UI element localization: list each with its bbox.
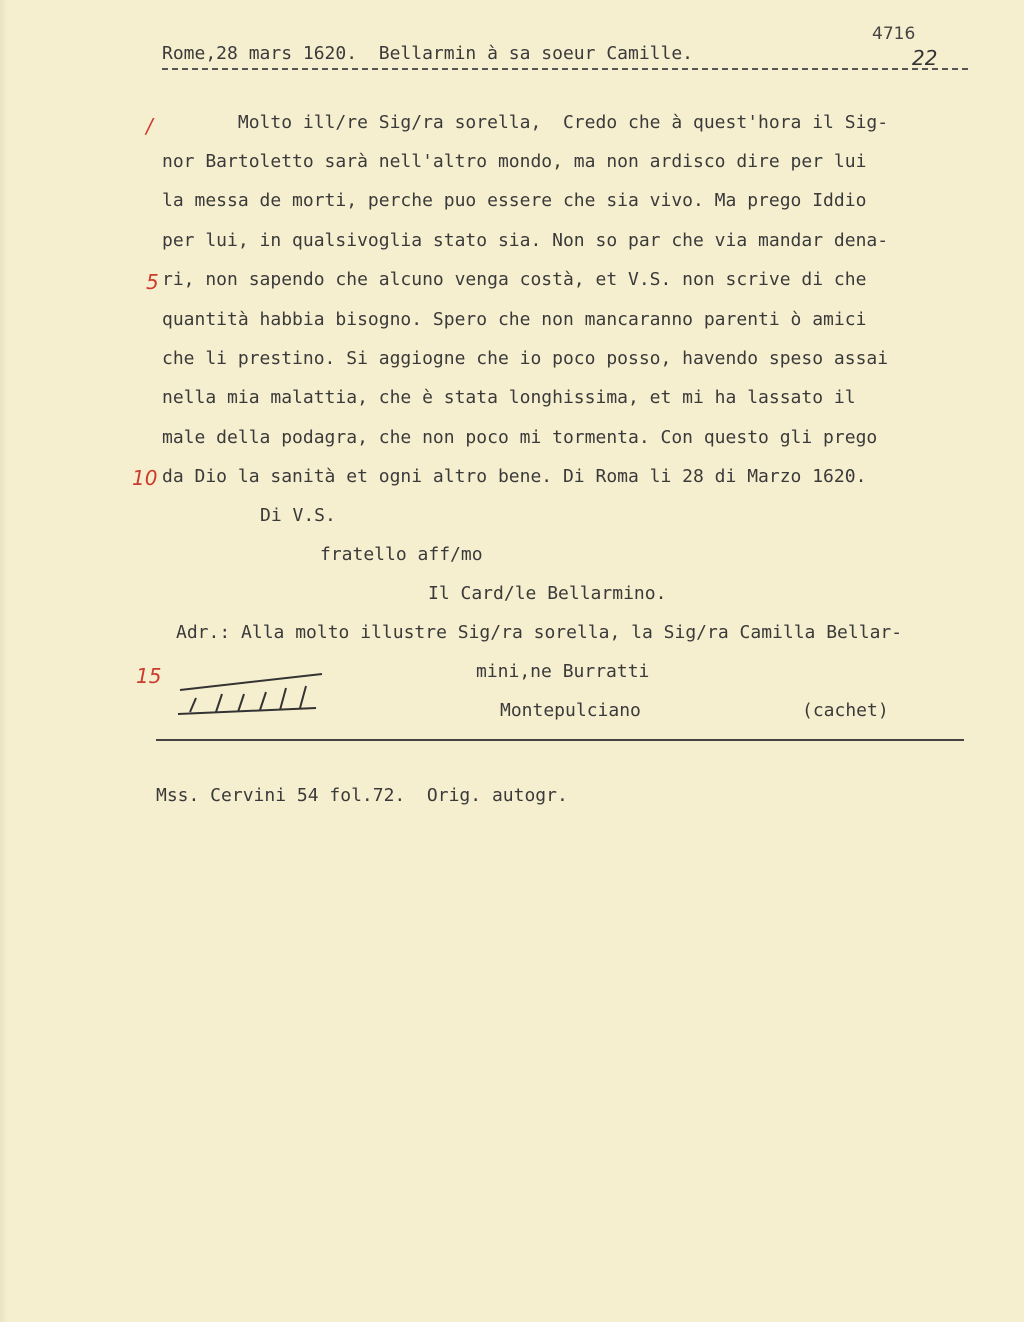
letter-line: quantità habbia bisogno. Spero che non mancaranno parenti ò amici (162, 309, 867, 330)
relation: fratello aff/mo (320, 544, 483, 565)
letter-line: nella mia malattia, che è stata longhissima, et mi ha lassato il (162, 387, 856, 408)
margin-number-1: / (146, 114, 153, 138)
letter-line: la messa de morti, perche puo essere che sia vivo. Ma prego Iddio (162, 190, 867, 211)
letter-line: Molto ill/re Sig/ra sorella, Credo che à quest'hora il Sig- (162, 112, 889, 133)
seal-note: (cachet) (802, 700, 889, 721)
signature: Il Card/le Bellarmino. (428, 583, 667, 604)
margin-number-15: 15 (136, 664, 162, 688)
letter-line: che li prestino. Si aggiogne che io poco posso, havendo speso assai (162, 348, 889, 369)
source-reference: Mss. Cervini 54 fol.72. Orig. autogr. (156, 785, 568, 806)
address-line: Adr.: Alla molto illustre Sig/ra sorella, la Sig/ra Camilla Bellar- (176, 622, 903, 643)
archive-number: 4716 (872, 24, 916, 44)
letter-line: nor Bartoletto sarà nell'altro mondo, ma non ardisco dire per lui (162, 151, 867, 172)
letter-line: da Dio la sanità et ogni altro bene. Di Roma li 28 di Marzo 1620. (162, 466, 867, 487)
margin-number-10: 10 (132, 466, 158, 490)
margin-number-5: 5 (146, 270, 159, 294)
handwritten-strokes-mark (176, 664, 326, 720)
address-rule (156, 739, 964, 741)
letter-line: male della podagra, che non poco mi tormenta. Con questo gli prego (162, 427, 878, 448)
address-line: mini,ne Burratti (476, 661, 650, 682)
folio-number: 22 (912, 46, 938, 70)
salutation: Di V.S. (260, 505, 336, 526)
header-dashed-rule (162, 68, 968, 70)
address-place: Montepulciano (500, 700, 641, 721)
letter-line: ri, non sapendo che alcuno venga costà, et V.S. non scrive di che (162, 269, 867, 290)
document-title: Rome,28 mars 1620. Bellarmin à sa soeur Camille. (162, 43, 694, 64)
letter-line: per lui, in qualsivoglia stato sia. Non so par che via mandar dena- (162, 230, 889, 251)
torn-page-edge (0, 0, 8, 1322)
